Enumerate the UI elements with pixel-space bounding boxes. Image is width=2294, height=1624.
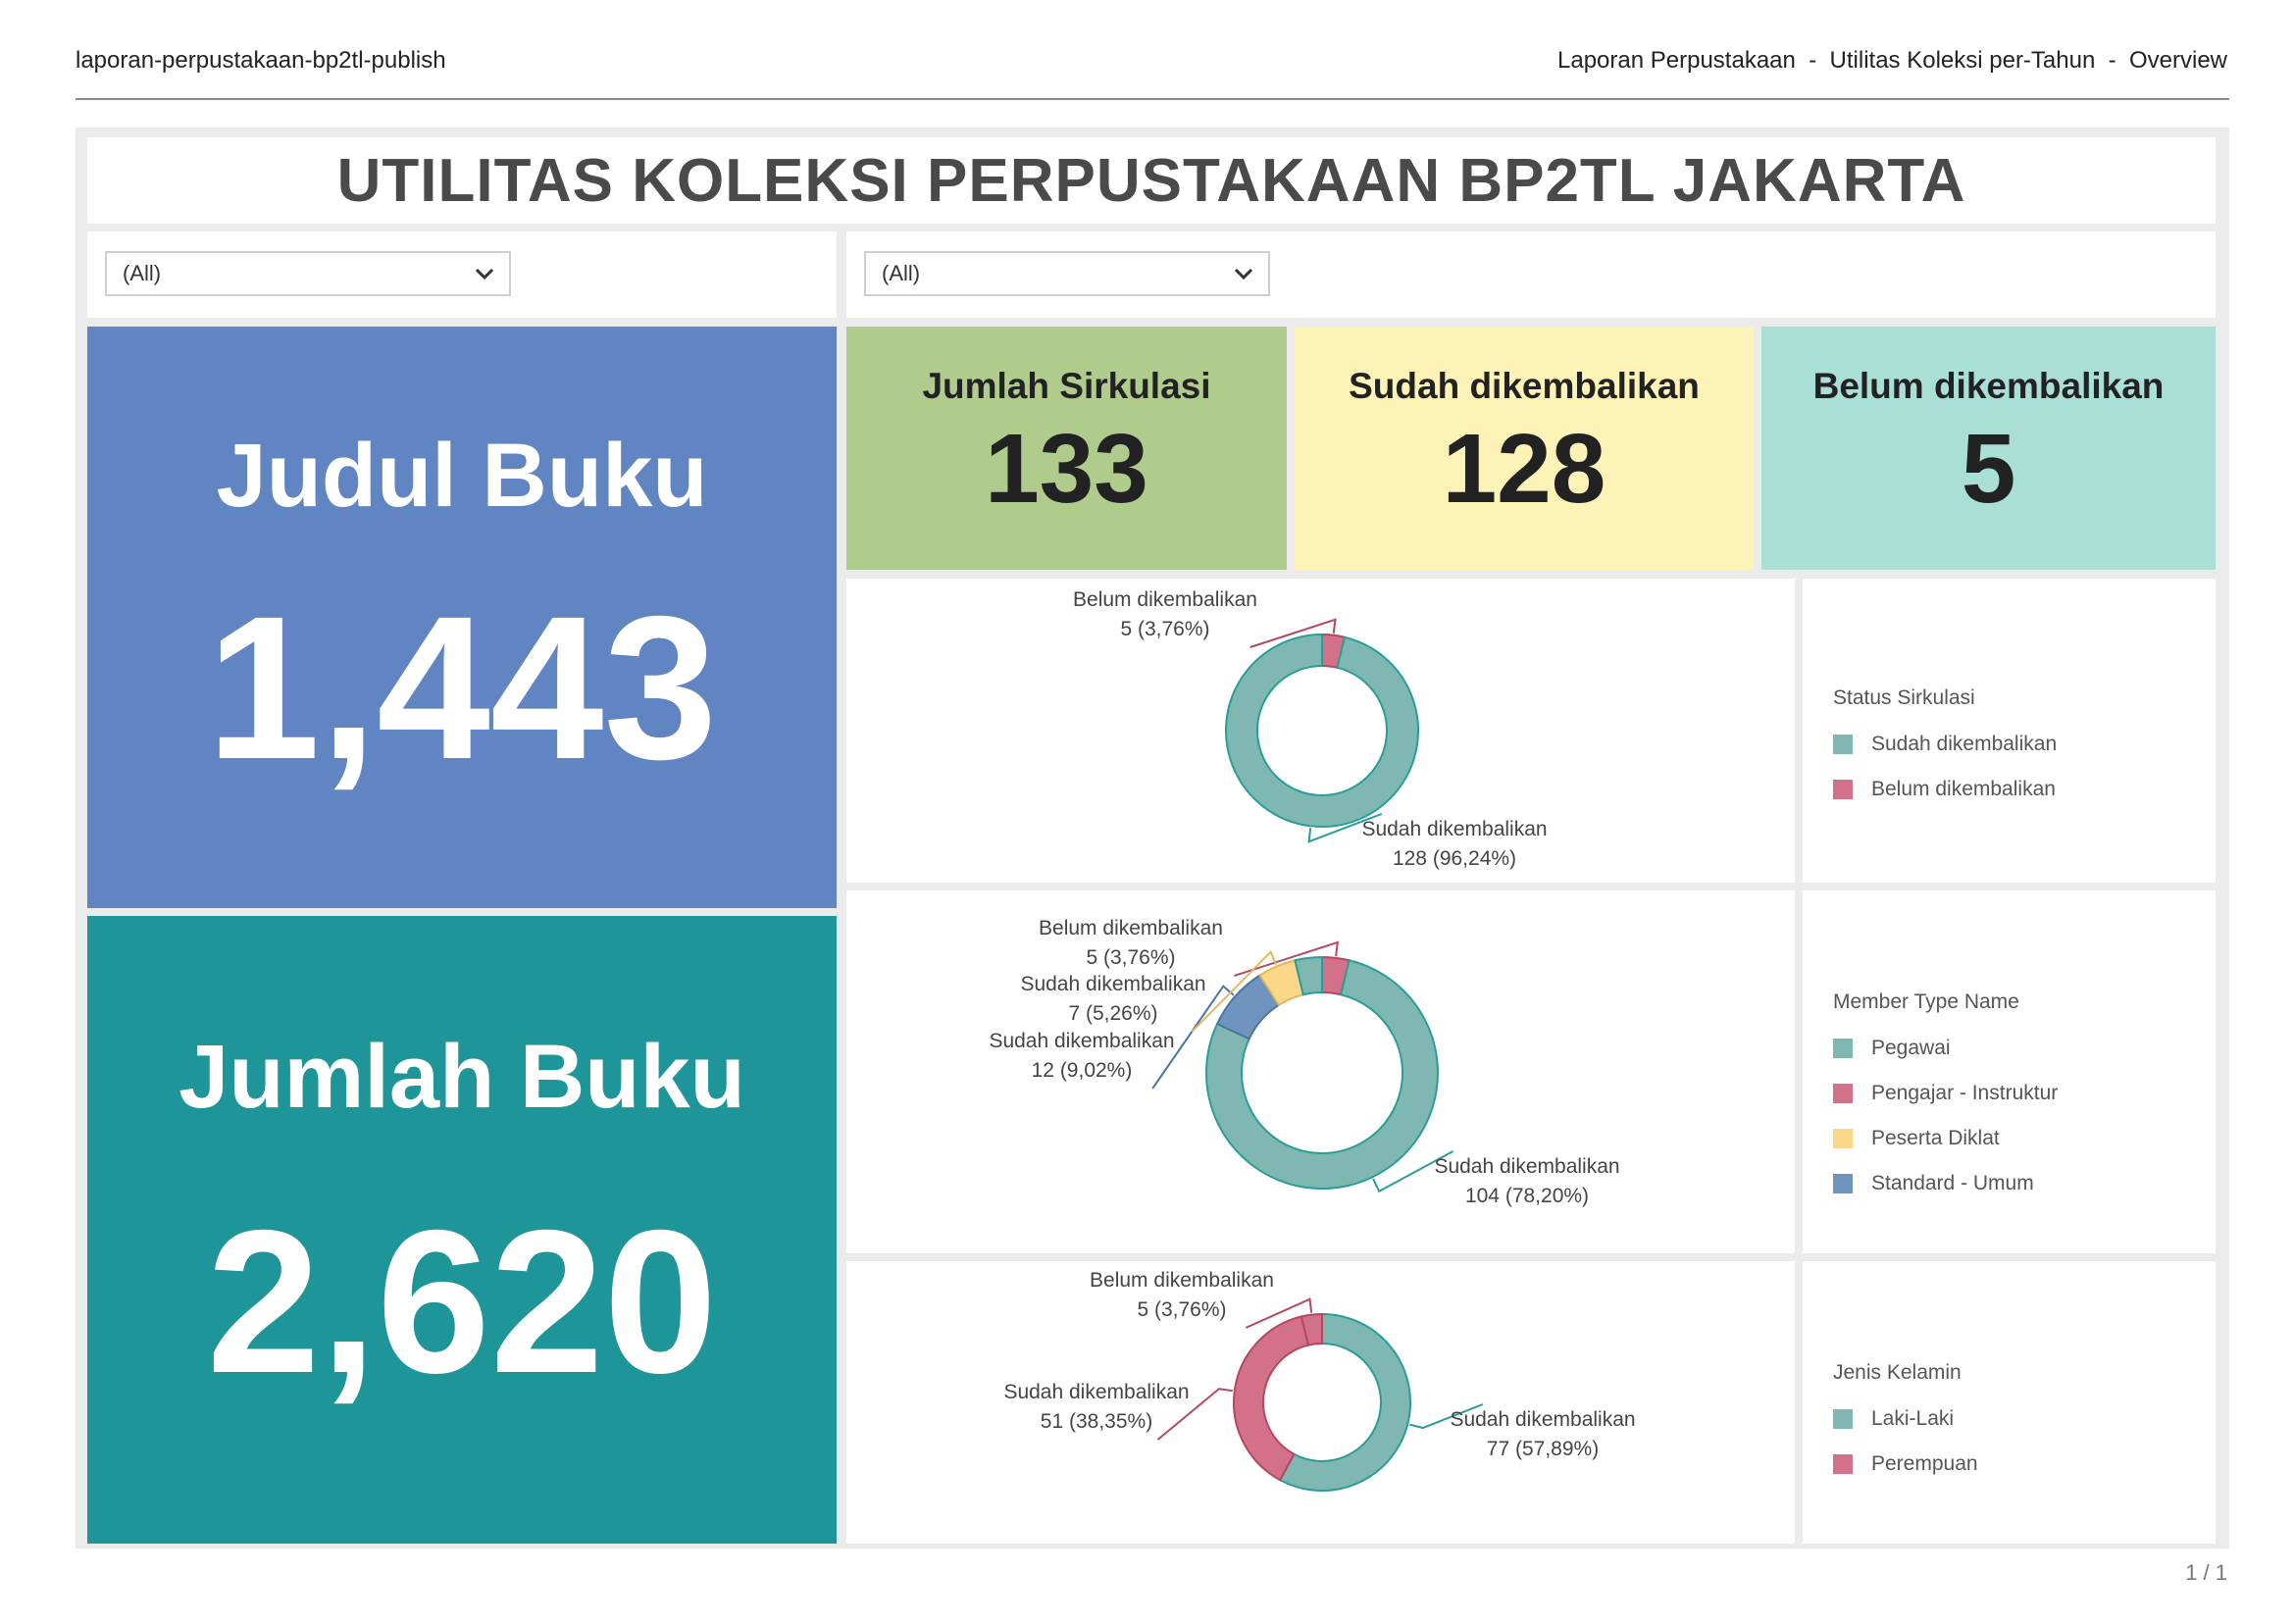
donut-slice[interactable] bbox=[1226, 634, 1418, 827]
kpi-jumlah-sirkulasi-label: Jumlah Sirkulasi bbox=[922, 366, 1211, 406]
legend-item[interactable] bbox=[1833, 1127, 2000, 1150]
donut-chart-member-type[interactable] bbox=[846, 890, 1795, 1253]
legend-item[interactable] bbox=[1833, 1082, 2058, 1105]
legend-label: Perempuan bbox=[1871, 1452, 1978, 1475]
donut-slice-label: Sudah dikembalikan bbox=[1450, 1408, 1636, 1431]
filter-panel-left bbox=[87, 231, 837, 318]
legend-title: Status Sirkulasi bbox=[1833, 686, 1975, 709]
donut-slice-value: 77 (57,89%) bbox=[1486, 1438, 1600, 1460]
page-number: 1 / 1 bbox=[2185, 1560, 2227, 1585]
kpi-judul-buku[interactable] bbox=[87, 327, 837, 908]
kpi-jumlah-buku-label: Jumlah Buku bbox=[178, 1027, 745, 1127]
legend-item[interactable] bbox=[1833, 778, 2056, 801]
legend-item[interactable] bbox=[1833, 733, 2057, 756]
kpi-sudah-dikembalikan[interactable] bbox=[1295, 327, 1754, 570]
donut-chart-status[interactable] bbox=[846, 579, 1795, 883]
donut-slice-value: 5 (3,76%) bbox=[1120, 618, 1210, 640]
legend-swatch bbox=[1833, 1084, 1853, 1103]
legend-title: Jenis Kelamin bbox=[1833, 1361, 1962, 1384]
legend-label: Peserta Diklat bbox=[1871, 1127, 2000, 1149]
legend-item[interactable] bbox=[1833, 1452, 1978, 1476]
kpi-jumlah-sirkulasi[interactable] bbox=[846, 327, 1287, 570]
donut-chart-gender[interactable] bbox=[846, 1261, 1795, 1544]
donut-slice-label: Sudah dikembalikan bbox=[1361, 818, 1548, 840]
legend-label: Sudah dikembalikan bbox=[1871, 733, 2058, 755]
kpi-jumlah-sirkulasi-value: 133 bbox=[985, 414, 1148, 524]
kpi-jumlah-buku[interactable] bbox=[87, 916, 837, 1544]
legend-label: Standard - Umum bbox=[1871, 1172, 2034, 1194]
report-breadcrumb: Laporan Perpustakaan - Utilitas Koleksi per-Tahun - Overview bbox=[1557, 47, 2227, 74]
donut-slice-value: 51 (38,35%) bbox=[1040, 1410, 1153, 1433]
donut-slice-value: 12 (9,02%) bbox=[1031, 1059, 1133, 1082]
legend-swatch bbox=[1833, 735, 1853, 754]
title-panel bbox=[87, 137, 2216, 224]
donut-slice-value: 104 (78,20%) bbox=[1464, 1185, 1590, 1207]
donut-slice-value: 5 (3,76%) bbox=[1137, 1298, 1227, 1321]
donut-slice-label: Sudah dikembalikan bbox=[1434, 1155, 1620, 1178]
legend-swatch bbox=[1833, 780, 1853, 799]
donut-panel-status bbox=[846, 579, 1795, 883]
donut-panel-member-type bbox=[846, 890, 1795, 1253]
legend-item[interactable] bbox=[1833, 1037, 1951, 1060]
donut-slice-value: 5 (3,76%) bbox=[1086, 946, 1176, 969]
legend-label: Pengajar - Instruktur bbox=[1871, 1082, 2059, 1104]
kpi-sudah-dikembalikan-label: Sudah dikembalikan bbox=[1349, 366, 1700, 406]
donut-slice-label: Sudah dikembalikan bbox=[1020, 973, 1206, 995]
kpi-judul-buku-label: Judul Buku bbox=[216, 426, 708, 526]
legend-swatch bbox=[1833, 1409, 1853, 1429]
filter-dropdown-1-value: (All) bbox=[123, 261, 162, 285]
donut-slice-label: Belum dikembalikan bbox=[1039, 917, 1223, 939]
donut-slice-label: Belum dikembalikan bbox=[1073, 588, 1257, 611]
legend-status bbox=[1803, 579, 2216, 883]
donut-panel-gender bbox=[846, 1261, 1795, 1544]
chevron-down-icon bbox=[1231, 261, 1256, 286]
legend-label: Laki-Laki bbox=[1871, 1407, 1955, 1430]
kpi-belum-dikembalikan-value: 5 bbox=[1961, 414, 2016, 524]
report-filename: laporan-perpustakaan-bp2tl-publish bbox=[76, 47, 446, 74]
dashboard-title: UTILITAS KOLEKSI PERPUSTAKAAN BP2TL JAKARTA bbox=[336, 146, 1966, 215]
donut-slice-value: 128 (96,24%) bbox=[1392, 847, 1517, 870]
legend-item[interactable] bbox=[1833, 1172, 2034, 1195]
legend-gender bbox=[1803, 1261, 2216, 1544]
kpi-jumlah-buku-value: 2,620 bbox=[206, 1189, 718, 1416]
kpi-belum-dikembalikan-label: Belum dikembalikan bbox=[1812, 366, 2165, 406]
donut-slice-value: 7 (5,26%) bbox=[1068, 1002, 1158, 1025]
legend-swatch bbox=[1833, 1129, 1853, 1148]
donut-slice-label: Sudah dikembalikan bbox=[1003, 1381, 1190, 1403]
filter-dropdown-1[interactable] bbox=[105, 251, 511, 296]
legend-swatch bbox=[1833, 1039, 1853, 1058]
legend-member-type bbox=[1803, 890, 2216, 1253]
header-divider bbox=[76, 98, 2229, 100]
kpi-judul-buku-value: 1,443 bbox=[206, 575, 718, 802]
kpi-sudah-dikembalikan-value: 128 bbox=[1442, 414, 1606, 524]
filter-dropdown-2-value: (All) bbox=[882, 261, 921, 285]
legend-title: Member Type Name bbox=[1833, 990, 2019, 1013]
legend-label: Belum dikembalikan bbox=[1871, 778, 2056, 800]
kpi-belum-dikembalikan[interactable] bbox=[1761, 327, 2216, 570]
legend-label: Pegawai bbox=[1871, 1037, 1951, 1059]
legend-swatch bbox=[1833, 1174, 1853, 1193]
chevron-down-icon bbox=[472, 261, 497, 286]
filter-dropdown-2[interactable] bbox=[864, 251, 1270, 296]
filter-panel-right bbox=[846, 231, 2216, 318]
donut-slice-label: Sudah dikembalikan bbox=[989, 1030, 1175, 1052]
donut-slice-label: Belum dikembalikan bbox=[1090, 1269, 1274, 1292]
legend-item[interactable] bbox=[1833, 1407, 1954, 1431]
legend-swatch bbox=[1833, 1454, 1853, 1474]
